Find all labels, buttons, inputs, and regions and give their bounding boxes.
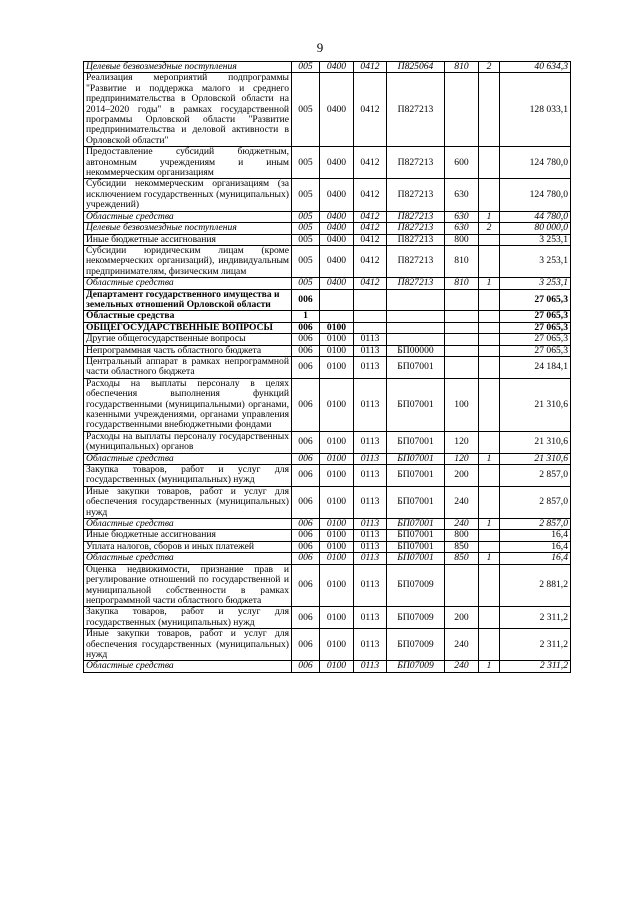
- table-row: [84, 73, 571, 147]
- funding-source-cell: [479, 234, 500, 245]
- target-article-cell: БП07001: [387, 541, 445, 552]
- funding-source-cell: [479, 431, 500, 453]
- admin-code-cell: 005: [292, 179, 320, 211]
- amount-cell: 16,4: [500, 541, 571, 552]
- admin-code-cell: 006: [292, 322, 320, 333]
- admin-code-cell: 006: [292, 607, 320, 629]
- amount-cell: 2 857,0: [500, 519, 571, 530]
- table-row: [84, 245, 571, 277]
- row-name-cell: Областные средства: [84, 519, 292, 530]
- admin-code-cell: 005: [292, 147, 320, 179]
- amount-cell: 44 780,0: [500, 211, 571, 222]
- table-row: [84, 147, 571, 179]
- target-article-cell: [387, 289, 445, 311]
- target-article-cell: БП07001: [387, 378, 445, 431]
- expense-type-cell: 630: [445, 179, 479, 211]
- funding-source-cell: 1: [479, 661, 500, 672]
- amount-cell: 3 253,1: [500, 245, 571, 277]
- expense-type-cell: [445, 322, 479, 333]
- target-article-cell: БП07001: [387, 553, 445, 564]
- subsection-code-cell: 0412: [354, 147, 387, 179]
- row-name-cell: ОБЩЕГОСУДАРСТВЕННЫЕ ВОПРОСЫ: [84, 322, 292, 333]
- target-article-cell: П827213: [387, 73, 445, 147]
- table-row: [84, 345, 571, 356]
- amount-cell: 128 033,1: [500, 73, 571, 147]
- table-row: [84, 486, 571, 518]
- target-article-cell: П827213: [387, 223, 445, 234]
- expense-type-cell: 630: [445, 211, 479, 222]
- expense-type-cell: [445, 564, 479, 607]
- admin-code-cell: 006: [292, 553, 320, 564]
- admin-code-cell: 006: [292, 356, 320, 378]
- admin-code-cell: 005: [292, 234, 320, 245]
- admin-code-cell: 006: [292, 378, 320, 431]
- funding-source-cell: 1: [479, 453, 500, 464]
- expense-type-cell: [445, 345, 479, 356]
- subsection-code-cell: 0412: [354, 278, 387, 289]
- admin-code-cell: 006: [292, 661, 320, 672]
- section-code-cell: 0400: [320, 278, 354, 289]
- amount-cell: 21 310,6: [500, 453, 571, 464]
- section-code-cell: 0400: [320, 234, 354, 245]
- funding-source-cell: [479, 289, 500, 311]
- expense-type-cell: 200: [445, 607, 479, 629]
- row-name-cell: Оценка недвижимости, признание прав и регулирование отношений по государственной и муниципальной собственности в рамках непрограммной части областного бюджета: [84, 564, 292, 607]
- row-name-cell: Центральный аппарат в рамках непрограммной части областного бюджета: [84, 356, 292, 378]
- table-row: [84, 453, 571, 464]
- expense-type-cell: 240: [445, 519, 479, 530]
- target-article-cell: БП07001: [387, 486, 445, 518]
- amount-cell: 27 065,3: [500, 322, 571, 333]
- section-code-cell: 0100: [320, 334, 354, 345]
- section-code-cell: 0100: [320, 345, 354, 356]
- expense-type-cell: [445, 289, 479, 311]
- subsection-code-cell: [354, 322, 387, 333]
- table-row: [84, 564, 571, 607]
- table-row: [84, 519, 571, 530]
- amount-cell: 24 184,1: [500, 356, 571, 378]
- table-row: [84, 179, 571, 211]
- page-number: 9: [316, 40, 324, 55]
- row-name-cell: Областные средства: [84, 278, 292, 289]
- admin-code-cell: 006: [292, 453, 320, 464]
- row-name-cell: Предоставление субсидий бюджетным, автономным учреждениям и иным некоммерческим организациям: [84, 147, 292, 179]
- section-code-cell: [320, 289, 354, 311]
- target-article-cell: П825064: [387, 62, 445, 73]
- admin-code-cell: 005: [292, 223, 320, 234]
- amount-cell: 2 857,0: [500, 465, 571, 487]
- table-row: [84, 431, 571, 453]
- subsection-code-cell: 0113: [354, 334, 387, 345]
- admin-code-cell: 006: [292, 465, 320, 487]
- amount-cell: 124 780,0: [500, 147, 571, 179]
- subsection-code-cell: 0412: [354, 223, 387, 234]
- expense-type-cell: [445, 334, 479, 345]
- expense-type-cell: 120: [445, 431, 479, 453]
- row-name-cell: Областные средства: [84, 661, 292, 672]
- table-row: [84, 322, 571, 333]
- amount-cell: 80 000,0: [500, 223, 571, 234]
- subsection-code-cell: [354, 289, 387, 311]
- funding-source-cell: [479, 245, 500, 277]
- funding-source-cell: 1: [479, 553, 500, 564]
- target-article-cell: [387, 322, 445, 333]
- expense-type-cell: 120: [445, 453, 479, 464]
- row-name-cell: Расходы на выплаты персоналу государственных (муниципальных) органов: [84, 431, 292, 453]
- table-row: [84, 661, 571, 672]
- subsection-code-cell: 0113: [354, 345, 387, 356]
- target-article-cell: БП07001: [387, 453, 445, 464]
- admin-code-cell: 006: [292, 345, 320, 356]
- table-row: [84, 278, 571, 289]
- admin-code-cell: 006: [292, 519, 320, 530]
- admin-code-cell: 006: [292, 289, 320, 311]
- subsection-code-cell: 0113: [354, 530, 387, 541]
- subsection-code-cell: 0113: [354, 553, 387, 564]
- section-code-cell: 0400: [320, 211, 354, 222]
- row-name-cell: Закупка товаров, работ и услуг для государственных (муниципальных) нужд: [84, 465, 292, 487]
- table-row: [84, 289, 571, 311]
- subsection-code-cell: 0412: [354, 211, 387, 222]
- funding-source-cell: [479, 378, 500, 431]
- admin-code-cell: 005: [292, 211, 320, 222]
- row-name-cell: Иные бюджетные ассигнования: [84, 234, 292, 245]
- admin-code-cell: 006: [292, 564, 320, 607]
- admin-code-cell: 005: [292, 278, 320, 289]
- funding-source-cell: 2: [479, 223, 500, 234]
- section-code-cell: 0400: [320, 223, 354, 234]
- funding-source-cell: 1: [479, 211, 500, 222]
- section-code-cell: 0100: [320, 519, 354, 530]
- target-article-cell: [387, 334, 445, 345]
- admin-code-cell: 005: [292, 245, 320, 277]
- funding-source-cell: [479, 345, 500, 356]
- table-row: [84, 223, 571, 234]
- target-article-cell: П827213: [387, 278, 445, 289]
- funding-source-cell: 2: [479, 62, 500, 73]
- funding-source-cell: [479, 629, 500, 661]
- target-article-cell: БП07009: [387, 629, 445, 661]
- table-row: [84, 62, 571, 73]
- subsection-code-cell: 0113: [354, 629, 387, 661]
- funding-source-cell: 1: [479, 519, 500, 530]
- row-name-cell: Расходы на выплаты персоналу в целях обеспечения выполнения функций государственными (муниципальными) органами, казенными учреждениями, органами управления государственными внебюджетными фондами: [84, 378, 292, 431]
- admin-code-cell: 1: [292, 311, 320, 322]
- subsection-code-cell: 0113: [354, 607, 387, 629]
- expense-type-cell: 850: [445, 553, 479, 564]
- amount-cell: 21 310,6: [500, 378, 571, 431]
- subsection-code-cell: [354, 311, 387, 322]
- amount-cell: 2 311,2: [500, 607, 571, 629]
- target-article-cell: БП00000: [387, 345, 445, 356]
- row-name-cell: Областные средства: [84, 453, 292, 464]
- table-row: [84, 334, 571, 345]
- row-name-cell: Иные закупки товаров, работ и услуг для обеспечения государственных (муниципальных) нужд: [84, 486, 292, 518]
- funding-source-cell: [479, 356, 500, 378]
- section-code-cell: 0100: [320, 486, 354, 518]
- target-article-cell: БП07009: [387, 661, 445, 672]
- subsection-code-cell: 0113: [354, 541, 387, 552]
- section-code-cell: 0100: [320, 629, 354, 661]
- section-code-cell: 0400: [320, 73, 354, 147]
- expense-type-cell: 200: [445, 465, 479, 487]
- admin-code-cell: 006: [292, 431, 320, 453]
- subsection-code-cell: 0113: [354, 661, 387, 672]
- admin-code-cell: 006: [292, 629, 320, 661]
- expense-type-cell: 600: [445, 147, 479, 179]
- budget-table: [83, 61, 571, 673]
- amount-cell: 3 253,1: [500, 278, 571, 289]
- amount-cell: 2 881,2: [500, 564, 571, 607]
- row-name-cell: Целевые безвозмездные поступления: [84, 62, 292, 73]
- section-code-cell: 0100: [320, 541, 354, 552]
- table-row: [84, 356, 571, 378]
- target-article-cell: БП07001: [387, 465, 445, 487]
- admin-code-cell: 006: [292, 486, 320, 518]
- amount-cell: 2 311,2: [500, 629, 571, 661]
- table-row: [84, 629, 571, 661]
- subsection-code-cell: 0113: [354, 431, 387, 453]
- amount-cell: 27 065,3: [500, 345, 571, 356]
- expense-type-cell: 100: [445, 378, 479, 431]
- admin-code-cell: 006: [292, 541, 320, 552]
- funding-source-cell: 1: [479, 278, 500, 289]
- subsection-code-cell: 0113: [354, 564, 387, 607]
- section-code-cell: 0400: [320, 179, 354, 211]
- section-code-cell: 0100: [320, 453, 354, 464]
- target-article-cell: [387, 311, 445, 322]
- amount-cell: 40 634,3: [500, 62, 571, 73]
- funding-source-cell: [479, 334, 500, 345]
- section-code-cell: 0100: [320, 322, 354, 333]
- amount-cell: 16,4: [500, 530, 571, 541]
- table-row: [84, 234, 571, 245]
- row-name-cell: Областные средства: [84, 553, 292, 564]
- target-article-cell: П827213: [387, 179, 445, 211]
- expense-type-cell: 810: [445, 278, 479, 289]
- subsection-code-cell: 0113: [354, 356, 387, 378]
- funding-source-cell: [479, 564, 500, 607]
- subsection-code-cell: 0412: [354, 245, 387, 277]
- funding-source-cell: [479, 486, 500, 518]
- amount-cell: 124 780,0: [500, 179, 571, 211]
- amount-cell: 27 065,3: [500, 311, 571, 322]
- section-code-cell: [320, 311, 354, 322]
- amount-cell: 16,4: [500, 553, 571, 564]
- subsection-code-cell: 0113: [354, 378, 387, 431]
- expense-type-cell: 800: [445, 530, 479, 541]
- expense-type-cell: 810: [445, 62, 479, 73]
- amount-cell: 2 311,2: [500, 661, 571, 672]
- section-code-cell: 0100: [320, 465, 354, 487]
- expense-type-cell: 800: [445, 234, 479, 245]
- row-name-cell: Целевые безвозмездные поступления: [84, 223, 292, 234]
- table-row: [84, 553, 571, 564]
- funding-source-cell: [479, 179, 500, 211]
- row-name-cell: Другие общегосударственные вопросы: [84, 334, 292, 345]
- admin-code-cell: 005: [292, 62, 320, 73]
- target-article-cell: П827213: [387, 211, 445, 222]
- funding-source-cell: [479, 607, 500, 629]
- amount-cell: 2 857,0: [500, 486, 571, 518]
- table-row: [84, 211, 571, 222]
- row-name-cell: Субсидии некоммерческим организациям (за исключением государственных (муниципальных) учреждений): [84, 179, 292, 211]
- amount-cell: 21 310,6: [500, 431, 571, 453]
- funding-source-cell: [479, 147, 500, 179]
- funding-source-cell: [479, 541, 500, 552]
- target-article-cell: БП07001: [387, 530, 445, 541]
- budget-table-body: [84, 62, 571, 673]
- subsection-code-cell: 0113: [354, 486, 387, 518]
- funding-source-cell: [479, 322, 500, 333]
- subsection-code-cell: 0113: [354, 465, 387, 487]
- admin-code-cell: 005: [292, 73, 320, 147]
- target-article-cell: П827213: [387, 147, 445, 179]
- funding-source-cell: [479, 73, 500, 147]
- subsection-code-cell: 0412: [354, 179, 387, 211]
- section-code-cell: 0100: [320, 564, 354, 607]
- row-name-cell: Реализация мероприятий подпрограммы "Развитие и поддержка малого и среднего предпринимательства в Орловской области на 2014–2020 годы" в рамках государственной программы Орловской области "Развитие предпринимательства и деловой активности в Орловской области": [84, 73, 292, 147]
- amount-cell: 27 065,3: [500, 289, 571, 311]
- table-row: [84, 465, 571, 487]
- section-code-cell: 0100: [320, 356, 354, 378]
- expense-type-cell: 850: [445, 541, 479, 552]
- section-code-cell: 0400: [320, 245, 354, 277]
- admin-code-cell: 006: [292, 530, 320, 541]
- row-name-cell: Уплата налогов, сборов и иных платежей: [84, 541, 292, 552]
- section-code-cell: 0100: [320, 661, 354, 672]
- target-article-cell: БП07001: [387, 356, 445, 378]
- section-code-cell: 0100: [320, 553, 354, 564]
- target-article-cell: БП07001: [387, 431, 445, 453]
- table-row: [84, 311, 571, 322]
- section-code-cell: 0100: [320, 530, 354, 541]
- amount-cell: 27 065,3: [500, 334, 571, 345]
- expense-type-cell: 630: [445, 223, 479, 234]
- section-code-cell: 0100: [320, 431, 354, 453]
- subsection-code-cell: 0412: [354, 234, 387, 245]
- row-name-cell: Непрограммная часть областного бюджета: [84, 345, 292, 356]
- subsection-code-cell: 0113: [354, 519, 387, 530]
- row-name-cell: Субсидии юридическим лицам (кроме некоммерческих организаций), индивидуальным предпринимателям, физическим лицам: [84, 245, 292, 277]
- expense-type-cell: 240: [445, 629, 479, 661]
- row-name-cell: Иные закупки товаров, работ и услуг для обеспечения государственных (муниципальных) нужд: [84, 629, 292, 661]
- subsection-code-cell: 0412: [354, 73, 387, 147]
- target-article-cell: П827213: [387, 234, 445, 245]
- funding-source-cell: [479, 530, 500, 541]
- section-code-cell: 0400: [320, 147, 354, 179]
- target-article-cell: БП07009: [387, 607, 445, 629]
- row-name-cell: Иные бюджетные ассигнования: [84, 530, 292, 541]
- section-code-cell: 0100: [320, 607, 354, 629]
- row-name-cell: Областные средства: [84, 211, 292, 222]
- subsection-code-cell: 0113: [354, 453, 387, 464]
- expense-type-cell: [445, 311, 479, 322]
- table-row: [84, 378, 571, 431]
- table-row: [84, 530, 571, 541]
- expense-type-cell: 240: [445, 661, 479, 672]
- target-article-cell: БП07009: [387, 564, 445, 607]
- admin-code-cell: 006: [292, 334, 320, 345]
- expense-type-cell: [445, 356, 479, 378]
- amount-cell: 3 253,1: [500, 234, 571, 245]
- table-row: [84, 607, 571, 629]
- row-name-cell: Областные средства: [84, 311, 292, 322]
- funding-source-cell: [479, 465, 500, 487]
- target-article-cell: П827213: [387, 245, 445, 277]
- subsection-code-cell: 0412: [354, 62, 387, 73]
- section-code-cell: 0400: [320, 62, 354, 73]
- funding-source-cell: [479, 311, 500, 322]
- expense-type-cell: [445, 73, 479, 147]
- section-code-cell: 0100: [320, 378, 354, 431]
- expense-type-cell: 810: [445, 245, 479, 277]
- expense-type-cell: 240: [445, 486, 479, 518]
- row-name-cell: Департамент государственного имущества и земельных отношений Орловской области: [84, 289, 292, 311]
- table-row: [84, 541, 571, 552]
- row-name-cell: Закупка товаров, работ и услуг для государственных (муниципальных) нужд: [84, 607, 292, 629]
- target-article-cell: БП07001: [387, 519, 445, 530]
